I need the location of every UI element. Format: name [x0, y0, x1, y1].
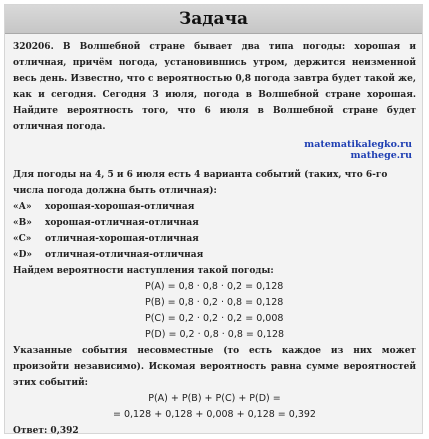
equation-b: P(B) = 0,8 · 0,2 · 0,8 = 0,128: [145, 297, 284, 308]
option-text: отличная-отличная-отличная: [45, 250, 204, 260]
option-key: «С»: [13, 234, 32, 244]
option-text: хорошая-отличная-отличная: [45, 218, 199, 228]
solution-intro: Для погоды на 4, 5 и 6 июля есть 4 варианта событий (таких, что 6-го числа погода должна быть отличная):: [13, 170, 388, 196]
option-key: «В»: [13, 218, 32, 228]
sum-line-2: = 0,128 + 0,128 + 0,008 + 0,128 = 0,392: [113, 409, 316, 420]
option-d: [13, 247, 416, 263]
equations: [13, 279, 416, 343]
solution-note: Указанные события несовместные (то есть каждое из них может произойти независимо). Искомая вероятность равна сумме вероятностей этих событий:: [13, 346, 416, 388]
options-list: [13, 199, 416, 263]
answer: Ответ: 0,392: [13, 426, 79, 436]
find-heading: Найдем вероятности наступления такой погоды:: [13, 266, 274, 276]
task-card: [4, 4, 423, 434]
sum-line-1: P(A) + P(B) + P(C) + P(D) =: [148, 393, 281, 404]
equation-a: P(A) = 0,8 · 0,8 · 0,2 = 0,128: [145, 281, 284, 292]
equation-c: P(C) = 0,2 · 0,2 · 0,2 = 0,008: [145, 313, 284, 324]
option-b: [13, 215, 416, 231]
option-key: «D»: [13, 250, 33, 260]
content: [13, 39, 416, 439]
site-links: [13, 139, 412, 161]
option-text: хорошая-хорошая-отличная: [45, 202, 195, 212]
page-title: Задача: [178, 9, 249, 29]
site-link-2[interactable]: mathege.ru: [350, 150, 412, 161]
title-bar: [5, 5, 422, 34]
option-text: отличная-хорошая-отличная: [45, 234, 199, 244]
equation-d: P(D) = 0,2 · 0,8 · 0,8 = 0,128: [145, 329, 285, 340]
option-key: «А»: [13, 202, 32, 212]
option-c: [13, 231, 416, 247]
problem-text: 320206. В Волшебной стране бывает два типа погоды: хорошая и отличная, причём погода, установившись утром, держится неизменной весь день. Известно, что с вероятностью 0,8 погода завтра будет такой же, как и сегодня. Сегодня 3 июля, погода в Волшебной стране хорошая. Найдите вероятность того, что 6 июля в Волшебной стране будет отличная погода.: [13, 42, 416, 132]
option-a: [13, 199, 416, 215]
site-link-1[interactable]: matematikalegko.ru: [304, 139, 412, 150]
